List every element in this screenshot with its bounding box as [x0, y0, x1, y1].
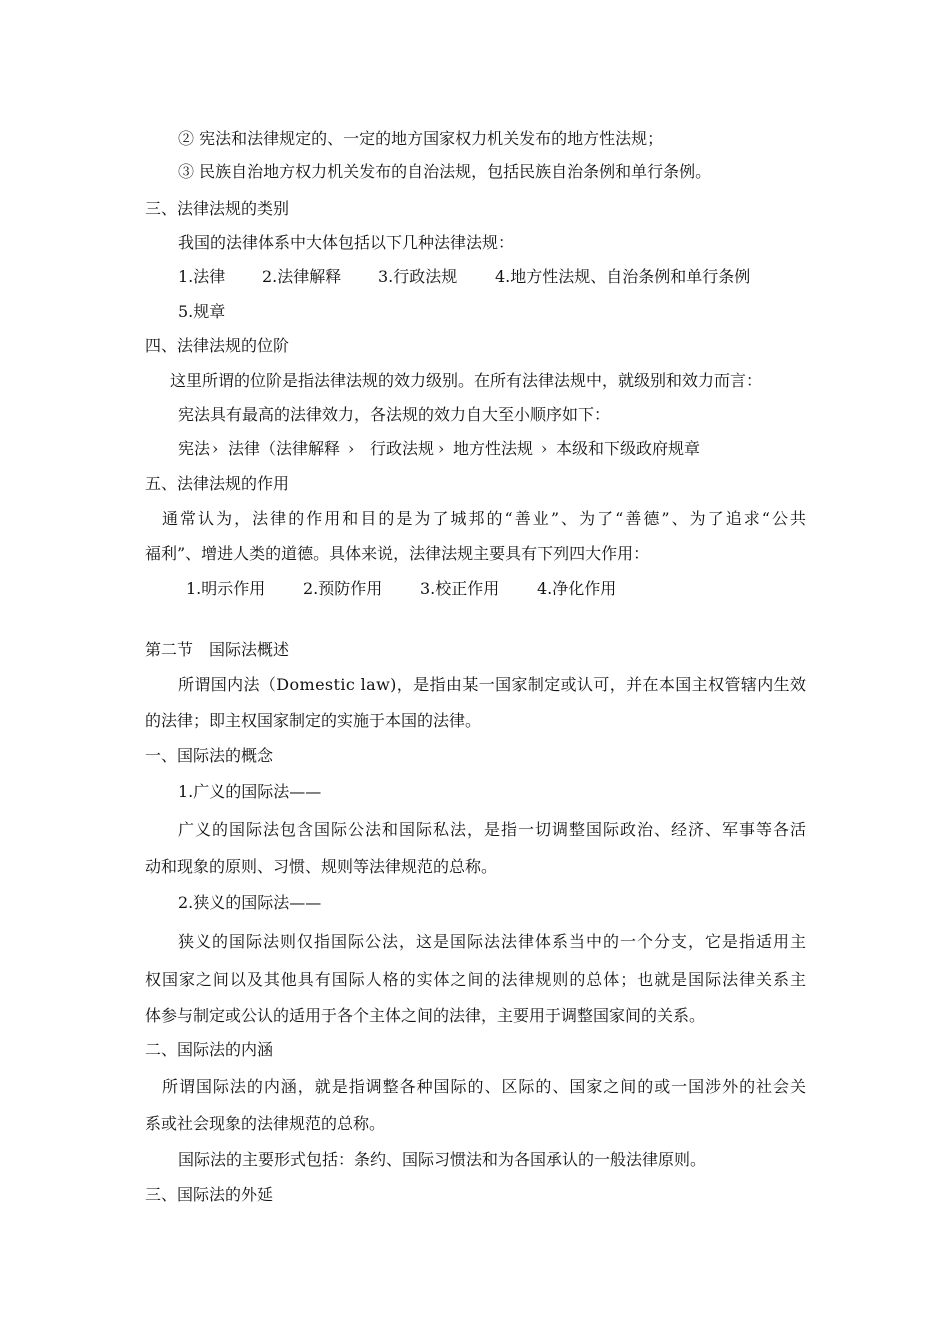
list-item: 4.地方性法规、自治条例和单行条例	[495, 267, 751, 286]
list-item: 2.法律解释	[262, 267, 342, 286]
paragraph: 所谓国际法的内涵，就是指调整各种国际的、区际的、国家之间的或一国涉外的社会关	[162, 1077, 807, 1096]
section-heading: 五、法律法规的作用	[145, 474, 290, 493]
list-item: 5.规章	[178, 302, 226, 321]
list-item-autonomous-regulations: ③ 民族自治地方权力机关发布的自治法规，包括民族自治条例和单行条例。	[178, 162, 712, 181]
law-category-list	[0, 263, 950, 291]
paragraph: 动和现象的原则、习惯、规则等法律规范的总称。	[145, 857, 498, 876]
subheading: 1.广义的国际法——	[178, 782, 322, 801]
chevron-right-icon: ›	[438, 439, 445, 458]
subheading: 2.狭义的国际法——	[178, 893, 322, 912]
paragraph: 体参与制定或公认的适用于各个主体之间的法律，主要用于调整国家间的关系。	[145, 1006, 706, 1025]
section-title: 第二节 国际法概述	[145, 640, 290, 659]
section-heading: 二、国际法的内涵	[145, 1040, 274, 1059]
paragraph: 权国家之间以及其他具有国际人格的实体之间的法律规则的总体；也就是国际法律关系主	[145, 970, 807, 989]
section-heading: 一、国际法的概念	[145, 746, 274, 765]
paragraph: 系或社会现象的法律规范的总称。	[145, 1114, 386, 1133]
list-item: 1.法律	[178, 267, 226, 286]
list-item: 2.预防作用	[303, 579, 383, 598]
paragraph: 我国的法律体系中大体包括以下几种法律法规：	[178, 233, 515, 252]
chevron-right-icon: ›	[541, 439, 548, 458]
paragraph: 所谓国内法（Domestic law)，是指由某一国家制定或认可，并在本国主权管辖内生效	[178, 675, 807, 694]
list-item-local-regulations: ② 宪法和法律规定的、一定的地方国家权力机关发布的地方性法规；	[178, 129, 664, 148]
paragraph: 广义的国际法包含国际公法和国际私法，是指一切调整国际政治、经济、军事等各活	[178, 820, 807, 839]
hierarchy-item: 行政法规	[370, 439, 435, 458]
list-item: 4.净化作用	[537, 579, 617, 598]
paragraph: 狭义的国际法则仅指国际公法，这是国际法法律体系当中的一个分支，它是指适用主	[178, 932, 807, 951]
paragraph: 的法律；即主权国家制定的实施于本国的法律。	[145, 711, 482, 730]
paragraph: 宪法具有最高的法律效力，各法规的效力自大至小顺序如下：	[178, 405, 611, 424]
section-heading: 三、法律法规的类别	[145, 199, 290, 218]
hierarchy-item: 宪法	[178, 439, 211, 458]
list-item: 1.明示作用	[186, 579, 266, 598]
section-heading: 三、国际法的外延	[145, 1185, 274, 1204]
hierarchy-item: 地方性法规	[453, 439, 534, 458]
hierarchy-chain	[0, 435, 950, 463]
function-list	[0, 575, 950, 603]
paragraph: 通常认为，法律的作用和目的是为了城邦的“善业”、为了“善德”、为了追求“公共	[162, 509, 809, 528]
list-item: 3.校正作用	[420, 579, 500, 598]
list-item: 3.行政法规	[378, 267, 458, 286]
paragraph: 国际法的主要形式包括：条约、国际习惯法和为各国承认的一般法律原则。	[178, 1150, 707, 1169]
section-heading: 四、法律法规的位阶	[145, 336, 290, 355]
chevron-right-icon: ›	[212, 439, 219, 458]
paragraph: 这里所谓的位阶是指法律法规的效力级别。在所有法律法规中，就级别和效力而言：	[170, 371, 763, 390]
hierarchy-item: 本级和下级政府规章	[556, 439, 701, 458]
hierarchy-item: 法律（法律解释	[228, 439, 341, 458]
paragraph: 福利”、增进人类的道德。具体来说，法律法规主要具有下列四大作用：	[145, 544, 650, 563]
chevron-right-icon: ›	[348, 439, 355, 458]
